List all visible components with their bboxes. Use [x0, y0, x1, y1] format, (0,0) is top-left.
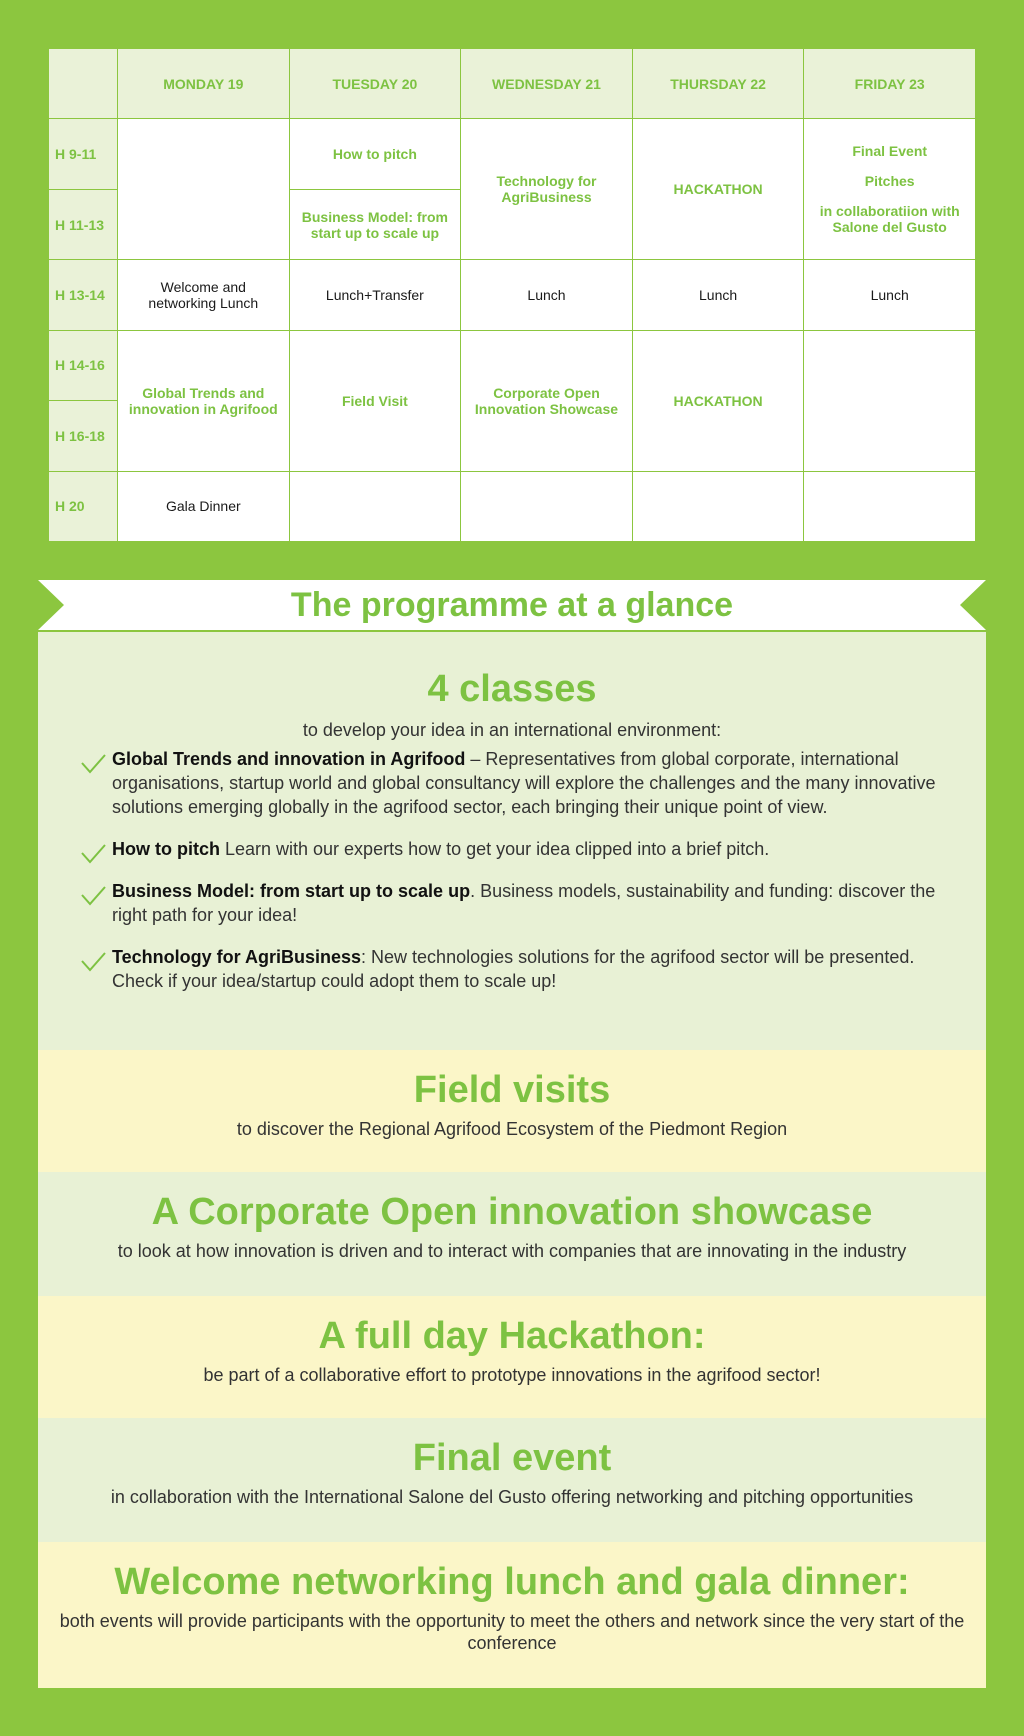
time-slot-14-16: H 14-16 [49, 330, 118, 400]
check-icon [80, 951, 106, 973]
section-title: Welcome networking lunch and gala dinner: [114, 1561, 910, 1603]
classes-subtitle: to develop your idea in an international environment: [302, 720, 722, 740]
friday-lunch: Lunch [804, 260, 976, 330]
friday-collaboration: in collaboratiion with Salone del Gusto [819, 203, 960, 236]
monday-morning-cell [118, 119, 290, 260]
time-slot-20: H 20 [49, 471, 118, 541]
check-icon [80, 753, 106, 775]
class-name: Global Trends and innovation in Agrifood [112, 749, 466, 769]
networking-section [38, 1542, 986, 1688]
class-item [38, 837, 986, 861]
classes-section [38, 632, 986, 1050]
tuesday-how-to-pitch: How to pitch [289, 119, 461, 189]
thursday-hackathon-afternoon: HACKATHON [632, 330, 804, 471]
tuesday-evening-cell [289, 471, 461, 541]
friday-afternoon-cell [804, 330, 976, 471]
class-description: – Representatives from global corporate, international organisations, startup world and global consultancy will explore the challenges and the many innovative solutions emerging globally in the agrifood sector, each bringing their unique point of view. [112, 749, 936, 817]
section-title: A Corporate Open innovation showcase [151, 1191, 873, 1233]
wednesday-lunch: Lunch [461, 260, 633, 330]
field-visits-section [38, 1050, 986, 1172]
class-item [38, 945, 986, 993]
thursday-evening-cell [632, 471, 804, 541]
time-slot-16-18: H 16-18 [49, 401, 118, 471]
section-text: be part of a collaborative effort to prototype innovations in the agrifood sector! [203, 1365, 821, 1385]
class-name: Technology for AgriBusiness [112, 947, 362, 967]
day-header-monday: MONDAY 19 [118, 49, 290, 119]
final-event-section [38, 1418, 986, 1542]
day-header-friday: FRIDAY 23 [804, 49, 976, 119]
section-text: to look at how innovation is driven and to interact with companies that are innovating in the industry [117, 1241, 907, 1261]
class-description: : New technologies solutions for the agrifood sector will be presented. Check if your idea/startup could adopt them to scale up! [112, 947, 915, 991]
thursday-hackathon-morning: HACKATHON [632, 119, 804, 260]
thursday-lunch: Lunch [632, 260, 804, 330]
section-title: Field visits [413, 1069, 611, 1111]
check-icon [80, 885, 106, 907]
friday-evening-cell [804, 471, 976, 541]
classes-title: 4 classes [427, 668, 597, 710]
tuesday-lunch: Lunch+Transfer [289, 260, 461, 330]
section-text: in collaboration with the International Salone del Gusto offering networking and pitching opportunities [110, 1487, 914, 1507]
section-text: to discover the Regional Agrifood Ecosystem of the Piedmont Region [236, 1119, 788, 1139]
monday-lunch: Welcome and networking Lunch [118, 260, 290, 330]
monday-global-trends: Global Trends and innovation in Agrifood [118, 330, 290, 471]
monday-gala-dinner: Gala Dinner [118, 471, 290, 541]
classes-list [38, 747, 986, 993]
hackathon-section [38, 1296, 986, 1418]
programme-panel [38, 632, 986, 1688]
class-item [38, 879, 986, 927]
table-corner [49, 49, 118, 119]
time-slot-13-14: H 13-14 [49, 260, 118, 330]
tuesday-business-model: Business Model: from start up to scale up [289, 189, 461, 259]
class-item [38, 747, 986, 819]
time-slot-9-11: H 9-11 [49, 119, 118, 189]
wednesday-evening-cell [461, 471, 633, 541]
check-icon [80, 843, 106, 865]
friday-final-event [804, 119, 976, 260]
class-description: Learn with our experts how to get your idea clipped into a brief pitch. [219, 839, 770, 859]
day-header-wednesday: WEDNESDAY 21 [461, 49, 633, 119]
section-text: both events will provide participants with the opportunity to meet the others and network since the very start of the conference [59, 1611, 965, 1653]
section-title: Final event [412, 1437, 612, 1479]
section-title: A full day Hackathon: [318, 1315, 706, 1357]
day-header-thursday: THURSDAY 22 [632, 49, 804, 119]
programme-title: The programme at a glance [290, 586, 734, 624]
showcase-section [38, 1172, 986, 1296]
schedule-table [48, 48, 976, 542]
tuesday-field-visit: Field Visit [289, 330, 461, 471]
day-header-tuesday: TUESDAY 20 [289, 49, 461, 119]
time-slot-11-13: H 11-13 [49, 189, 118, 259]
class-description: . Business models, sustainability and funding: discover the right path for your idea! [112, 881, 936, 925]
programme-ribbon [38, 580, 986, 630]
wednesday-technology: Technology for AgriBusiness [461, 119, 633, 260]
class-name: How to pitch [112, 839, 220, 859]
friday-pitches: Pitches [864, 173, 915, 190]
friday-final-event-title: Final Event [852, 143, 928, 160]
class-name: Business Model: from start up to scale up [112, 881, 471, 901]
wednesday-corporate-showcase: Corporate Open Innovation Showcase [461, 330, 633, 471]
